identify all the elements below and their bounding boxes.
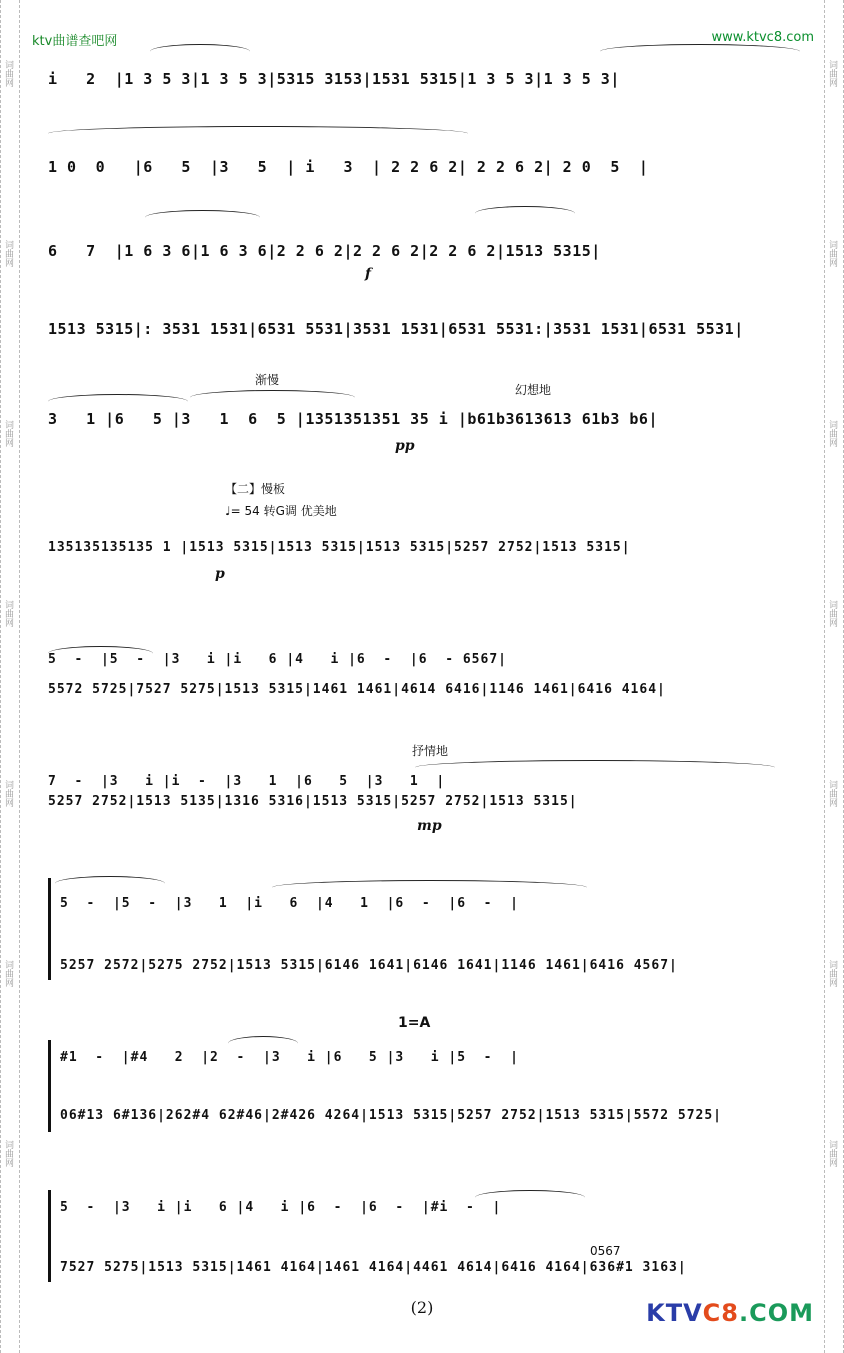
system-bracket (48, 1040, 55, 1132)
marking-huanxiangdi: 幻想地 (515, 383, 552, 397)
side-text: 词曲网 (827, 960, 837, 987)
dynamic-pp: pp (395, 438, 415, 454)
logo-ktv: KTV (646, 1299, 703, 1327)
slur (150, 44, 250, 59)
score-line-5: 3 1 |6 5 |3 1 6 5 |1351351351 35 i |b61b3613613 61b3 b6| (48, 410, 658, 428)
side-text: 词曲网 (3, 420, 13, 447)
watermark-top-right: www.ktvc8.com (711, 30, 814, 45)
side-text: 词曲网 (3, 240, 13, 267)
side-text: 词曲网 (827, 1140, 837, 1167)
page-number: (2) (410, 1298, 434, 1317)
side-text: 词曲网 (3, 60, 13, 87)
slur (415, 760, 775, 775)
side-text: 词曲网 (827, 60, 837, 87)
slur (55, 876, 165, 891)
score-line-7-accomp: 5572 5725|7527 5275|1513 5315|1461 1461|4614 6416|1146 1461|6416 4164| (48, 682, 666, 697)
slur (48, 126, 468, 141)
side-text: 词曲网 (3, 1140, 13, 1167)
dynamic-p: p (215, 566, 225, 582)
side-text: 词曲网 (3, 960, 13, 987)
score-line-8-accomp: 5257 2752|1513 5135|1316 5316|1513 5315|5257 2752|1513 5315| (48, 794, 578, 809)
slur (600, 44, 800, 59)
key-change: 1=A (398, 1015, 431, 1031)
system-bracket (48, 1190, 55, 1282)
slur (145, 210, 260, 225)
side-text: 词曲网 (827, 600, 837, 627)
score-line-3: 6 7 |1 6 3 6|1 6 3 6|2 2 6 2|2 2 6 2|2 2 6 2|1513 5315| (48, 242, 601, 260)
section-heading: 【二】慢板 (225, 482, 286, 496)
slur (475, 206, 575, 221)
score-line-1: i 2 |1 3 5 3|1 3 5 3|5315 3153|1531 5315|1 3 5 3|1 3 5 3| (48, 70, 620, 88)
score-line-10-melody: #1 - |#4 2 |2 - |3 i |6 5 |3 i |5 - | (60, 1050, 519, 1065)
side-text: 词曲网 (827, 240, 837, 267)
dynamic-f: f (365, 266, 372, 282)
slur (228, 1036, 298, 1051)
slur (190, 390, 355, 405)
tempo-marking: ♩= 54 转G调 优美地 (225, 504, 337, 518)
watermark-top-left: ktv曲谱查吧网 (32, 34, 118, 49)
marking-shuqingdi: 抒情地 (412, 744, 449, 758)
side-text: 词曲网 (827, 420, 837, 447)
score-line-11-melody: 5 - |3 i |i 6 |4 i |6 - |6 - |#i - | (60, 1200, 502, 1215)
slur (272, 880, 587, 895)
score-line-9-melody: 5 - |5 - |3 1 |i 6 |4 1 |6 - |6 - | (60, 896, 519, 911)
score-line-4: 1513 5315|: 3531 1531|6531 5531|3531 1531|6531 5531:|3531 1531|6531 5531| (48, 320, 744, 338)
score-line-7-melody: 5 - |5 - |3 i |i 6 |4 i |6 - |6 - 6567| (48, 652, 507, 667)
chord-0567: 0567 (590, 1244, 621, 1258)
right-margin-strip (824, 0, 844, 1353)
score-line-2: 1 0 0 |6 5 |3 5 | i 3 | 2 2 6 2| 2 2 6 2| 2 0 5 | (48, 158, 649, 176)
score-line-8-melody: 7 - |3 i |i - |3 1 |6 5 |3 1 | (48, 774, 446, 789)
side-text: 词曲网 (827, 780, 837, 807)
side-text: 词曲网 (3, 600, 13, 627)
dynamic-mp: mp (417, 818, 442, 834)
logo-com: .COM (738, 1299, 814, 1327)
score-line-10-accomp: 06#13 6#136|262#4 62#46|2#426 4264|1513 5315|5257 2752|1513 5315|5572 5725| (60, 1108, 722, 1123)
slur (48, 394, 188, 409)
marking-jianman: 渐慢 (255, 373, 280, 387)
score-line-6: 135135135135 1 |1513 5315|1513 5315|1513 5315|5257 2752|1513 5315| (48, 540, 631, 555)
score-line-11-accomp: 7527 5275|1513 5315|1461 4164|1461 4164|4461 4614|6416 4164|636#1 3163| (60, 1260, 687, 1275)
score-line-9-accomp: 5257 2572|5275 2752|1513 5315|6146 1641|6146 1641|1146 1461|6416 4567| (60, 958, 678, 973)
left-margin-strip (0, 0, 20, 1353)
logo-c8: C8 (702, 1299, 739, 1327)
side-text: 词曲网 (3, 780, 13, 807)
system-bracket (48, 878, 55, 980)
